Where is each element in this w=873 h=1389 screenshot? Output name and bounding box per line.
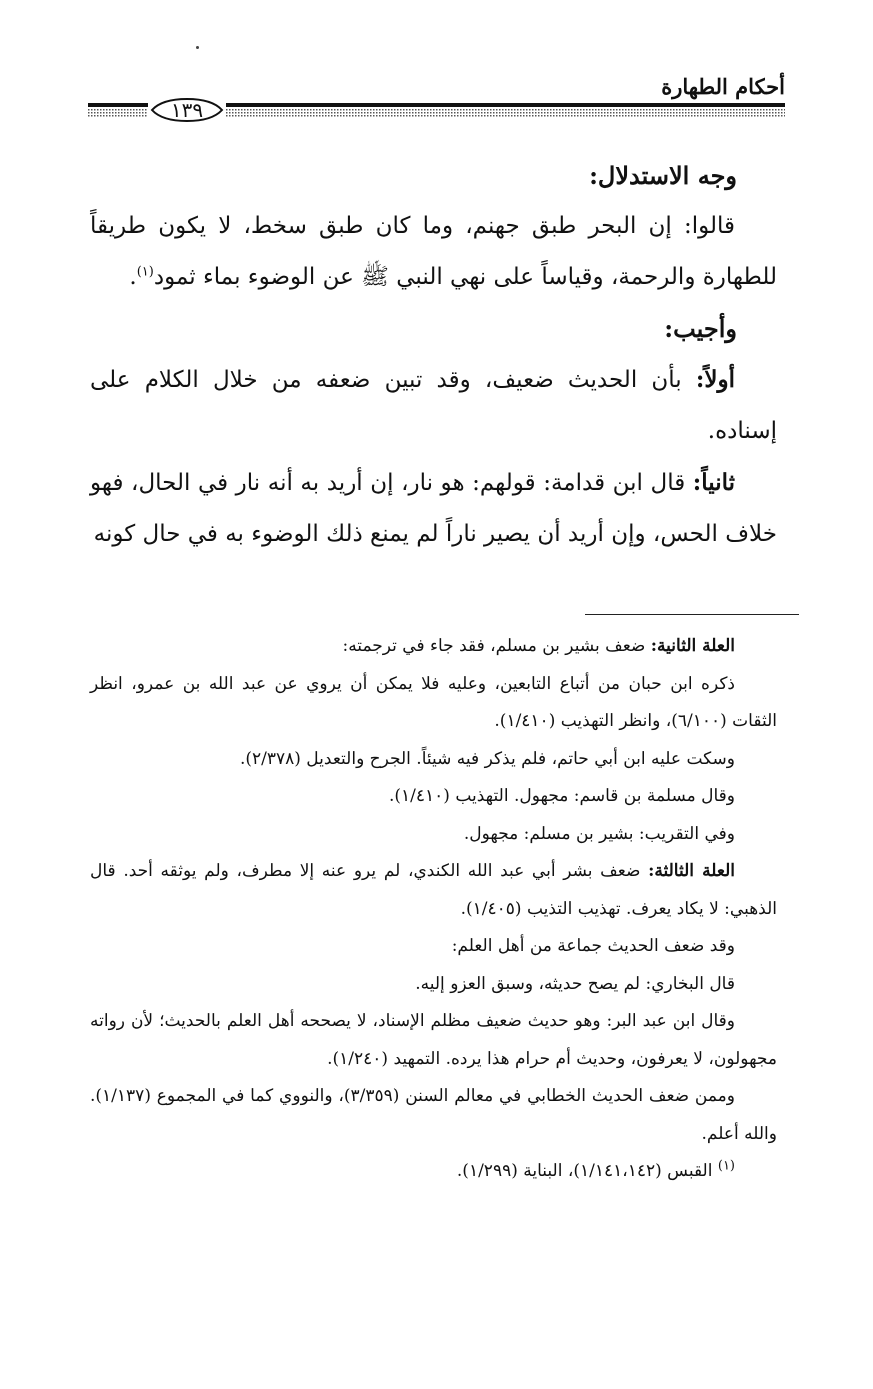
footnote-reference-text: القبس (١/١٤١،١٤٢)، البناية (١/٢٩٩). [456,1161,718,1181]
footnote-line: وممن ضعف الحديث الخطابي في معالم السنن (٣/٣٥٩)، والنووي كما في المجموع (١/١٣٧). والله أعلم. [90,1086,777,1144]
paragraph-second-text: قال ابن قدامة: قولهم: هو نار، إن أريد به أنه نار في الحال، فهو خلاف الحس، وإن أريد أن يصير ناراً لم يمنع ذلك الوضوء به في حال كونه [90,470,777,547]
footnote-line [90,628,777,666]
paragraph-first-text: بأن الحديث ضعيف، وقد تبين ضعفه من خلال الكلام على إسناده. [90,367,777,444]
heading-evidence: وجه الاستدلال: [589,161,737,190]
page-number-text: ١٣٩ [170,98,204,122]
footnote-label-third: العلة الثالثة: [648,861,735,881]
footnote-line: ذكره ابن حبان من أتباع التابعين، وعليه فلا يمكن أن يروي عن عبد الله بن عمرو، انظر الثقات (٦/١٠٠)، وانظر التهذيب (١/٤١٠). [90,673,777,731]
ink-speck [196,46,199,49]
footnote-label-second: العلة الثانية: [650,636,735,656]
footnote-line: وقال ابن عبد البر: وهو حديث ضعيف مظلم الإسناد، لا يصححه أهل العلم بالحديث؛ لأن رواته مجهولون، لا يعرفون، وحديث أم حرام هذا يرده. التمهيد (١/٢٤٠). [90,1011,777,1069]
main-text [90,150,777,560]
footnote-line: قال البخاري: لم يصح حديثه، وسبق العزو إليه. [415,973,735,994]
footnote-ref-1: (١) [136,264,154,280]
footnote-reference [90,1153,777,1191]
footnote-line: وفي التقريب: بشير بن مسلم: مجهول. [463,823,735,844]
page-number [148,97,226,123]
paragraph-claim [90,201,777,303]
footnote-text: ضعف بشر أبي عبد الله الكندي، لم يرو عنه إلا مطرف، ولم يوثقه أحد. قال الذهبي: لا يكاد يعرف. تهذيب التذيب (١/٤٠٥). [90,861,777,919]
footnote-line: وقال مسلمة بن قاسم: مجهول. التهذيب (١/٤١٠). [388,786,735,806]
paragraph-first [90,354,777,457]
running-header-title: أحكام الطهارة [661,74,785,99]
paragraph-claim-text: قالوا: إن البحر طبق جهنم، وما كان طبق سخط، لا يكون طريقاً للطهارة والرحمة، وقياساً على نهي النبي ﷺ عن الوضوء بماء ثمود [90,213,777,290]
heading-answer: وأجيب: [664,314,737,343]
paragraph-claim-end: . [129,264,137,290]
paragraph-second-label: ثانياً: [692,469,735,496]
footnote-line: وقد ضعف الحديث جماعة من أهل العلم: [451,936,735,956]
footnote-line [90,853,777,928]
footnote-text: ضعف بشير بن مسلم، فقد جاء في ترجمته: [342,636,651,656]
paragraph-second [90,457,777,560]
footnote-separator [585,614,799,615]
footnote-mark: (١) [717,1158,735,1174]
footnote-line: وسكت عليه ابن أبي حاتم، فلم يذكر فيه شيئاً. الجرح والتعديل (٢/٣٧٨). [239,748,735,769]
paragraph-first-label: أولاً: [695,366,735,393]
footnotes [90,628,777,1191]
